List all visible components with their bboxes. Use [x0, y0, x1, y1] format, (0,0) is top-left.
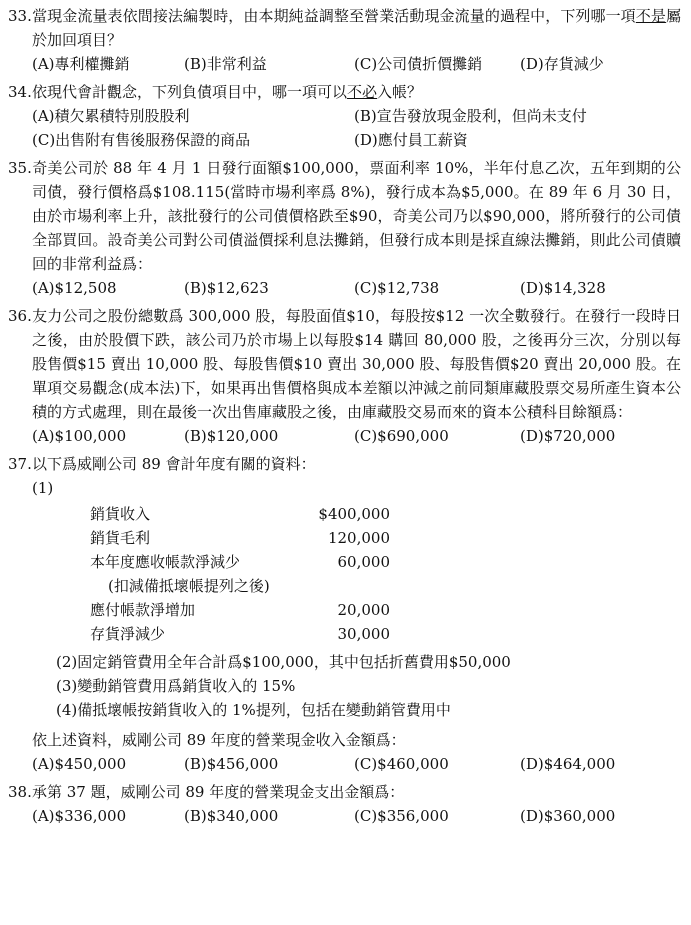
row-label: 應付帳款淨增加: [90, 601, 196, 619]
row-amount: [298, 574, 390, 598]
table-row: [90, 502, 681, 526]
question-35: [8, 156, 681, 300]
stem-text: 屬於加回項目？: [32, 7, 681, 49]
question-number: 33.: [8, 7, 32, 25]
option-a: (A)$450,000: [32, 755, 127, 773]
option-d: (D)$360,000: [520, 807, 616, 825]
table-row: [90, 526, 681, 550]
options: [8, 752, 681, 776]
question-33: [8, 4, 681, 76]
stem-underline: 不是: [635, 7, 666, 25]
question-stem: [8, 80, 681, 104]
options: [8, 276, 681, 300]
row-label: 本年度應收帳款淨減少: [90, 553, 241, 571]
note: (3)變動銷管費用爲銷貨收入的 15%: [56, 677, 296, 695]
option-c: (C)$356,000: [354, 807, 449, 825]
row-amount: 120,000: [327, 529, 390, 547]
question-37: [8, 452, 681, 776]
note: (4)備抵壞帳按銷貨收入的 1%提列，包括在變動銷管費用中: [56, 701, 451, 719]
question-stem: [8, 304, 681, 424]
table-row: [90, 574, 681, 598]
table-row: [90, 622, 681, 646]
question-stem: [8, 4, 681, 52]
question-34: [8, 80, 681, 152]
follow-up-question: 依上述資料，威剛公司 89 年度的營業現金收入金額爲：: [32, 731, 406, 749]
option-b: (B)宣告發放現金股利，但尚未支付: [354, 107, 587, 125]
row-amount: 20,000: [337, 601, 390, 619]
question-36: [8, 304, 681, 448]
option-b: (B)$456,000: [184, 755, 279, 773]
stem-underline: 不必: [347, 83, 378, 101]
question-number: 35.: [8, 159, 32, 177]
stem-text: 依現代會計觀念，下列負債項目中，哪一項可以: [32, 83, 348, 101]
stem-text: 承第 37 題，威剛公司 89 年度的營業現金支出金額爲：: [32, 783, 405, 801]
row-label: (扣減備抵壞帳提列之後): [108, 577, 270, 595]
options: [8, 104, 681, 152]
row-amount: 60,000: [337, 553, 390, 571]
options: [8, 424, 681, 448]
question-number: 37.: [8, 455, 32, 473]
option-c: (C)出售附有售後服務保證的商品: [32, 131, 251, 149]
option-a: (A)$336,000: [32, 807, 127, 825]
question-38: [8, 780, 681, 828]
question-stem: [8, 452, 681, 476]
stem-text: 奇美公司於 88 年 4 月 1 日發行面額$100,000，票面利率 10%，半年付息乙次，五年到期的公司債，發行價格爲$108.115(當時市場利率爲 8%)，發行成本為$5,000。在 89 年 6 月 30 日，由於市場利率上升，該批發行的公司債價格跌至$90，奇美公司乃以$90,000，將所發行的公司債全部買回。設奇美公司對公司債溢價採利息法攤銷，但發行成本則是採直線法攤銷，則此公司債贖回的非常利益爲：: [32, 159, 681, 273]
option-b: (B)非常利益: [184, 55, 267, 73]
row-label: 銷貨毛利: [90, 529, 151, 547]
notes: [8, 650, 681, 722]
option-a: (A)$12,508: [32, 279, 117, 297]
data-table: [90, 502, 681, 646]
option-a: (A)專利權攤銷: [32, 55, 130, 73]
option-d: (D)$464,000: [520, 755, 616, 773]
option-d: (D)$720,000: [520, 427, 616, 445]
row-label: 存貨淨減少: [90, 625, 166, 643]
question-number: 34.: [8, 83, 32, 101]
option-a: (A)$100,000: [32, 427, 127, 445]
stem-text: 以下爲威剛公司 89 會計年度有關的資料：: [32, 455, 316, 473]
option-c: (C)$690,000: [354, 427, 449, 445]
table-row: [90, 550, 681, 574]
stem-text: 友力公司之股份總數爲 300,000 股，每股面值$10，每股按$12 一次全數發行。在發行一段時日之後，由於股價下跌，該公司乃於市場上以每股$14 購回 80,000 股，之後再分三次，分別以每股售價$15 賣出 10,000 股、每股售價$10 賣出 30,000 股、每股售價$20 賣出 20,000 股。在單項交易觀念(成本法)下，如果再出售價格與成本差額以沖減之前同類庫藏股票交易所產生資本公積的方式處理，則在最後一次出售庫藏股之後，由庫藏股交易而來的資本公積科目餘額爲：: [32, 307, 681, 421]
option-b: (B)$340,000: [184, 807, 279, 825]
option-d: (D)$14,328: [520, 279, 606, 297]
row-label: 銷貨收入: [90, 505, 151, 523]
option-b: (B)$120,000: [184, 427, 279, 445]
question-number: 38.: [8, 783, 32, 801]
option-b: (B)$12,623: [184, 279, 269, 297]
options: [8, 52, 681, 76]
question-stem: [8, 780, 681, 804]
row-amount: $400,000: [318, 505, 390, 523]
option-c: (C)$12,738: [354, 279, 440, 297]
question-stem: [8, 156, 681, 276]
stem-text: 入帳？: [377, 83, 423, 101]
option-c: (C)公司債折價攤銷: [354, 55, 483, 73]
options: [8, 804, 681, 828]
option-a: (A)積欠累積特別股股利: [32, 107, 190, 125]
option-c: (C)$460,000: [354, 755, 449, 773]
option-d: (D)存貨減少: [520, 55, 604, 73]
sub-label: (1): [32, 479, 54, 497]
row-amount: 30,000: [337, 625, 390, 643]
stem-text: 當現金流量表依間接法編製時，由本期純益調整至營業活動現金流量的過程中，下列哪一項: [32, 7, 636, 25]
note: (2)固定銷管費用全年合計爲$100,000，其中包括折舊費用$50,000: [56, 653, 511, 671]
table-row: [90, 598, 681, 622]
question-number: 36.: [8, 307, 32, 325]
option-d: (D)應付員工薪資: [354, 131, 468, 149]
